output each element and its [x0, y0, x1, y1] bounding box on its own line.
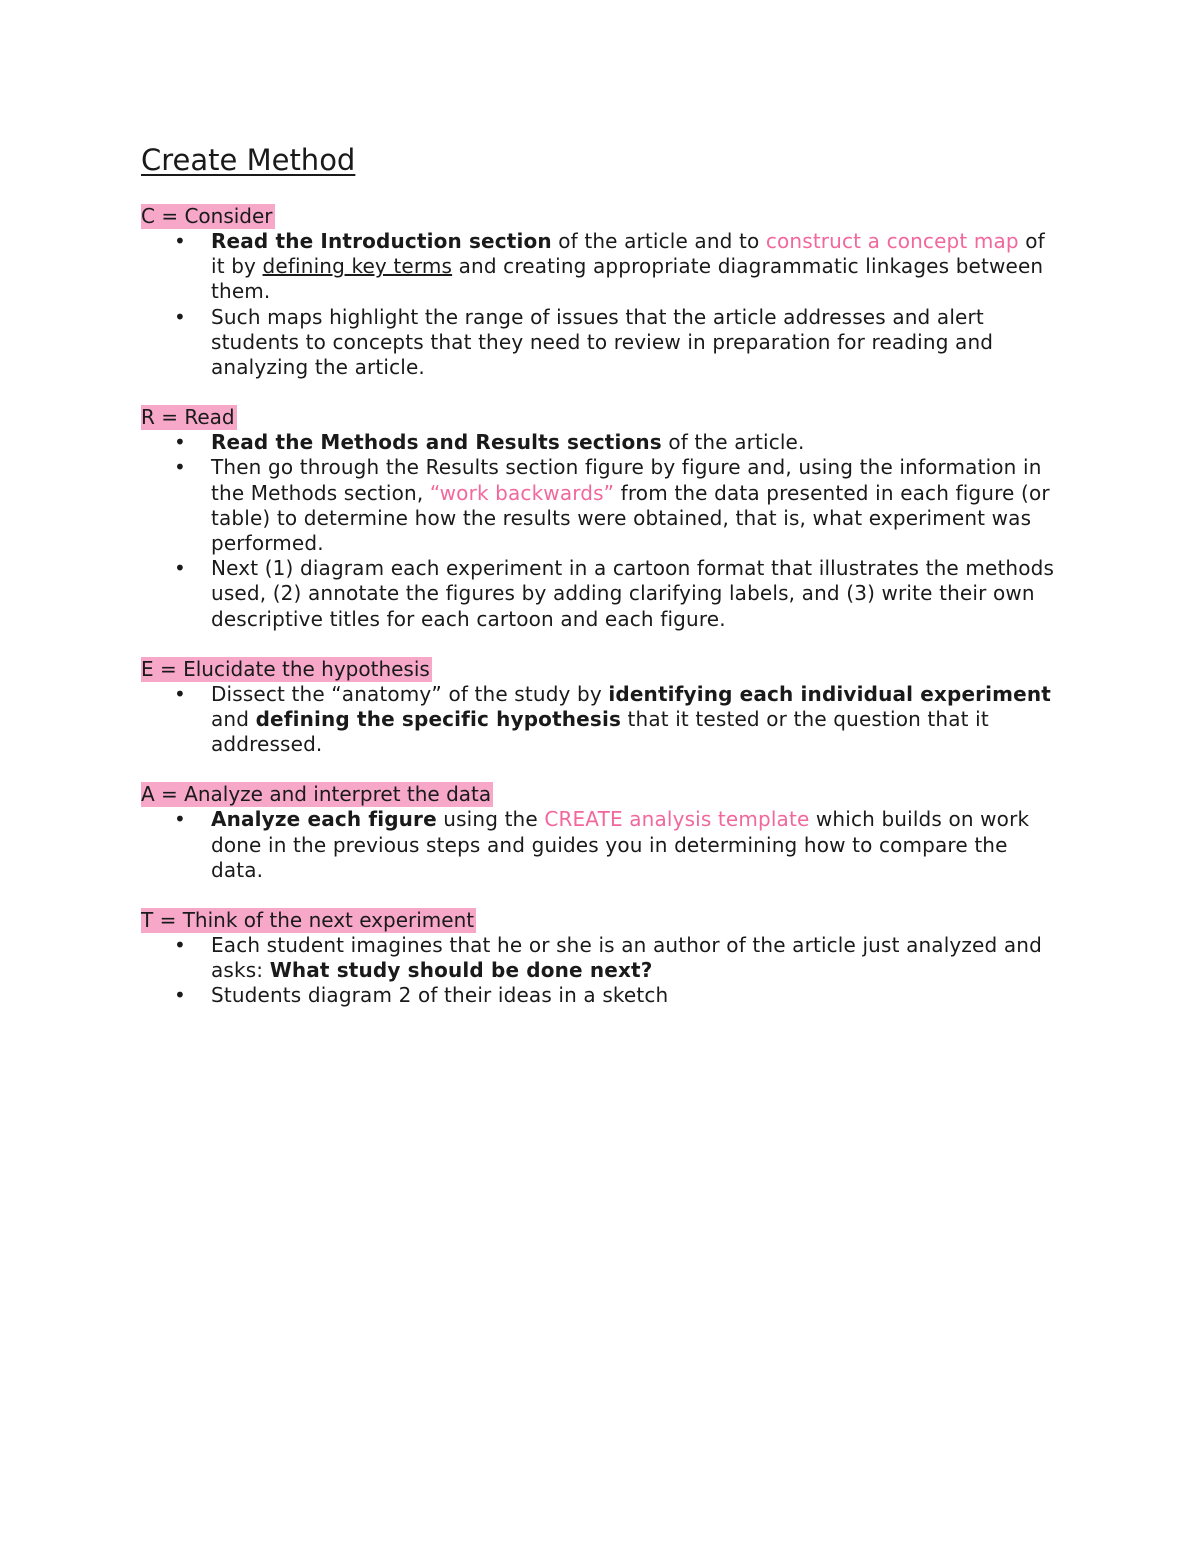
bullet-icon: • [174, 455, 186, 480]
text-segment: construct a concept map [765, 229, 1019, 253]
text-segment: of it by [211, 229, 1045, 279]
section [141, 657, 1061, 758]
sections-container [141, 204, 1061, 1009]
bullet-icon: • [174, 430, 186, 455]
text-segment: Dissect the “anatomy” of the study by [211, 681, 609, 706]
text-segment: defining key terms [262, 254, 453, 279]
list-item [141, 455, 1061, 556]
bullet-list [141, 430, 1061, 632]
text-segment: and creating appropriate diagrammatic linkages between them. [211, 254, 1044, 304]
list-item [141, 305, 1061, 381]
text-segment: Such maps highlight the range of issues that the article addresses and alert students to concepts that they need to review in preparation for reading and analyzing the article. [211, 304, 994, 380]
document-page [141, 138, 1061, 1034]
text-segment: of the article. [661, 430, 805, 455]
section-heading: A = Analyze and interpret the data [141, 782, 492, 807]
text-segment: Read the Methods and Results sections [211, 430, 662, 455]
text-segment: Then go through the Results section figure by figure and, using the information in the Methods section, [211, 455, 1042, 505]
list-item [141, 983, 1061, 1008]
section-heading: C = Consider [141, 204, 273, 228]
list-item [141, 807, 1061, 883]
text-segment: Read the Introduction section [211, 229, 552, 253]
section [141, 204, 1061, 380]
section [141, 782, 1061, 883]
bullet-icon: • [174, 807, 186, 832]
text-segment: from the data presented in each figure (or table) to determine how the results were obtained, that is, what experiment was performed. [211, 480, 1050, 556]
bullet-icon: • [174, 933, 186, 958]
bullet-icon: • [174, 681, 186, 706]
bullet-list [141, 229, 1061, 380]
section [141, 908, 1061, 1009]
list-item [141, 933, 1061, 983]
text-segment: using the [436, 807, 545, 832]
text-segment: Students diagram 2 of their ideas in a sketch [211, 983, 669, 1008]
list-item [141, 556, 1061, 632]
section-heading: E = Elucidate the hypothesis [141, 656, 430, 681]
section-heading: T = Think of the next experiment [141, 908, 475, 933]
text-segment: “work backwards” [429, 480, 615, 505]
list-item [141, 430, 1061, 455]
section-heading: R = Read [141, 405, 235, 430]
bullet-list [141, 682, 1061, 758]
section [141, 405, 1061, 632]
bullet-list [141, 933, 1061, 1009]
text-segment: Next (1) diagram each experiment in a cartoon format that illustrates the methods used, (2) annotate the figures by adding clarifying labels, and (3) write their own descriptive titles for each cartoon and each figure. [211, 556, 1055, 631]
bullet-list [141, 807, 1061, 883]
text-segment: of the article and to [551, 229, 766, 253]
bullet-icon: • [174, 556, 186, 581]
text-segment: identifying each individual experiment [608, 681, 1051, 706]
list-item [141, 682, 1061, 758]
list-item [141, 229, 1061, 305]
text-segment: that it tested or the question that it addressed. [211, 707, 989, 757]
text-segment: Analyze each figure [211, 807, 437, 832]
bullet-icon: • [174, 229, 186, 253]
bullet-icon: • [174, 304, 186, 329]
page-title: Create Method [141, 143, 356, 177]
text-segment: and [211, 707, 256, 732]
text-segment: which builds on work done in the previous steps and guides you in determining how to compare the data. [211, 807, 1030, 882]
text-segment: What study should be done next? [269, 958, 653, 983]
text-segment: Each student imagines that he or she is an author of the article just analyzed and asks: [211, 933, 1042, 983]
text-segment: CREATE analysis template [544, 807, 810, 832]
bullet-icon: • [174, 983, 186, 1008]
text-segment: defining the specific hypothesis [255, 707, 621, 732]
